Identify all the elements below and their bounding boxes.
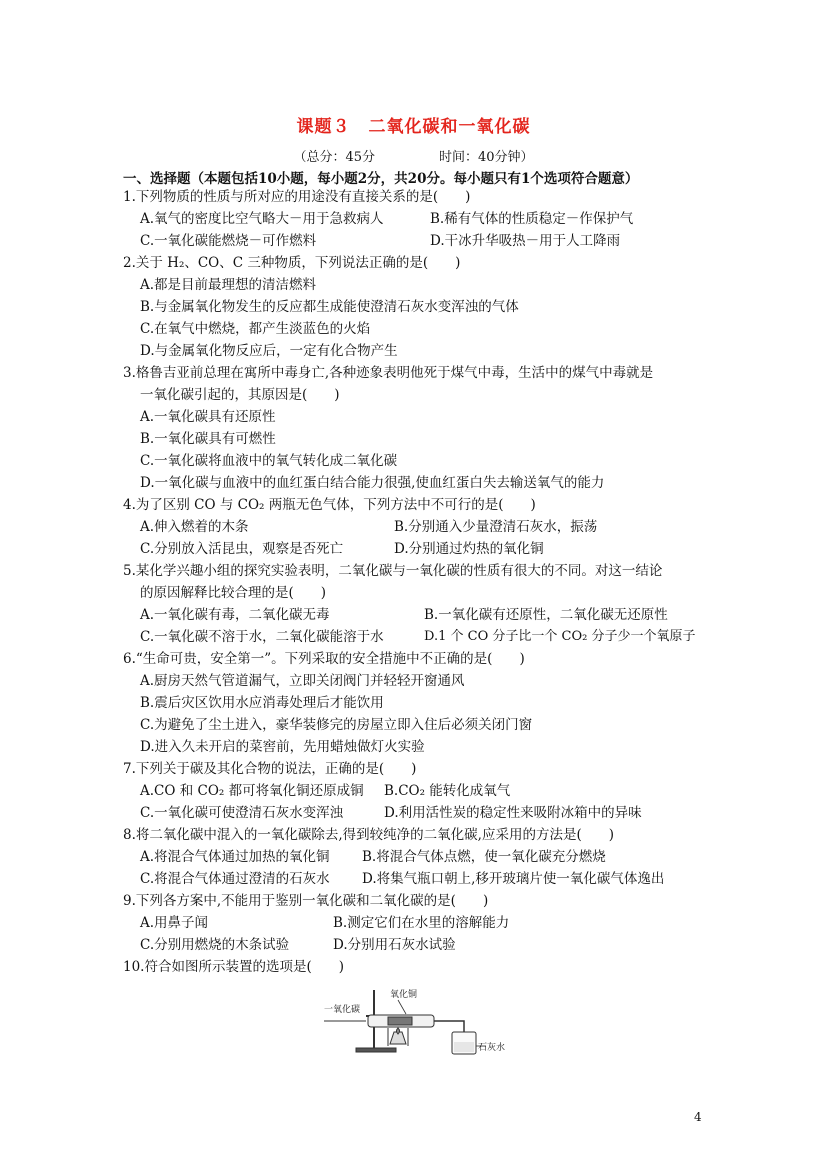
question-1-option-c: C.一氧化碳能燃烧－可作燃料: [140, 233, 317, 249]
question-5-stem-cont: 的原因解释比较合理的是( ): [140, 585, 327, 601]
question-3-option-c: C.一氧化碳将血液中的氧气转化成二氧化碳: [140, 453, 398, 469]
question-6-option-d: D.进入久未开启的菜窖前，先用蜡烛做灯火实验: [140, 739, 425, 755]
question-7-option-b: B.CO₂ 能转化成氧气: [384, 783, 511, 799]
question-4-stem: 4.为了区别 CO 与 CO₂ 两瓶无色气体，下列方法中不可行的是( ): [123, 497, 536, 513]
question-5-option-d: D.1 个 CO 分子比一个 CO₂ 分子少一个氧原子: [424, 629, 696, 644]
question-7-option-a: A.CO 和 CO₂ 都可将氧化铜还原成铜: [140, 783, 364, 799]
question-6-option-c: C.为避免了尘土进入，豪华装修完的房屋立即入住后必须关闭门窗: [140, 717, 533, 733]
question-5-stem: 5.某化学兴趣小组的探究实验表明，二氧化碳与一氧化碳的性质有很大的不同。对这一结论: [123, 563, 663, 579]
question-9-option-d: D.分别用石灰水试验: [333, 937, 456, 953]
question-1-option-b: B.稀有气体的性质稳定－作保护气: [430, 211, 634, 227]
question-5-option-c: C.一氧化碳不溶于水，二氧化碳能溶于水: [140, 629, 384, 645]
question-4-option-c: C.分别放入活昆虫，观察是否死亡: [140, 541, 344, 557]
question-1-option-a: A.氧气的密度比空气略大－用于急救病人: [140, 211, 384, 227]
question-9-option-b: B.测定它们在水里的溶解能力: [333, 915, 510, 931]
time-limit: 时间：40分钟）: [439, 150, 534, 165]
question-5-option-a: A.一氧化碳有毒，二氧化碳无毒: [140, 607, 330, 623]
exam-meta: [0, 146, 827, 165]
question-6-option-b: B.震后灾区饮用水应消毒处理后才能饮用: [140, 695, 384, 711]
question-9-stem: 9.下列各方案中,不能用于鉴别一氧化碳和二氧化碳的是( ): [123, 893, 489, 909]
question-8-option-a: A.将混合气体通过加热的氧化铜: [140, 849, 330, 865]
question-4-option-b: B.分别通入少量澄清石灰水，振荡: [394, 519, 598, 535]
question-6-stem: 6.“生命可贵，安全第一”。下列采取的安全措施中不正确的是( ): [123, 651, 525, 667]
question-1-option-d: D.干冰升华吸热－用于人工降雨: [430, 233, 621, 249]
question-2-option-d: D.与金属氧化物反应后，一定有化合物产生: [140, 343, 398, 359]
question-8-option-c: C.将混合气体通过澄清的石灰水: [140, 871, 330, 887]
question-8-option-b: B.将混合气体点燃，使一氧化碳充分燃烧: [362, 849, 606, 865]
question-8-stem: 8.将二氧化碳中混入的一氧化碳除去,得到较纯净的二氧化碳,应采用的方法是( ): [123, 827, 614, 843]
title-topic: 二氧化碳和一氧化碳: [368, 117, 531, 137]
question-2-option-c: C.在氧气中燃烧，都产生淡蓝色的火焰: [140, 321, 371, 337]
question-3-stem-cont: 一氧化碳引起的，其原因是( ): [140, 387, 340, 403]
question-5-option-b: B.一氧化碳有还原性，二氧化碳无还原性: [424, 607, 668, 623]
total-score: （总分：45分: [293, 150, 375, 165]
question-7-stem: 7.下列关于碳及其化合物的说法，正确的是( ): [123, 761, 417, 777]
question-10-stem: 10.符合如图所示装置的选项是( ): [123, 959, 345, 975]
question-3-option-a: A.一氧化碳具有还原性: [140, 409, 276, 425]
question-4-option-d: D.分别通过灼热的氧化铜: [394, 541, 544, 557]
lamp-flame: [397, 1028, 400, 1034]
page-number: 4: [694, 1110, 702, 1124]
stand-base: [356, 1048, 396, 1052]
label-limewater: 石灰水: [478, 1043, 506, 1053]
title-lesson: 课题３: [296, 117, 351, 137]
label-copper-oxide: 氧化铜: [390, 990, 418, 1000]
question-2-option-a: A.都是目前最理想的清洁燃料: [140, 277, 317, 293]
page-title: [0, 112, 827, 137]
section-heading: 一、选择题（本题包括10小题，每小题2分，共20分。每小题只有1个选项符合题意）: [123, 171, 639, 187]
question-7-option-d: D.利用活性炭的稳定性来吸附冰箱中的异味: [384, 805, 642, 821]
question-7-option-c: C.一氧化碳可使澄清石灰水变浑浊: [140, 805, 344, 821]
question-2-stem: 2.关于 H₂、CO、C 三种物质，下列说法正确的是( ): [123, 255, 461, 271]
question-9-option-a: A.用鼻子闻: [140, 915, 209, 931]
question-3-stem: 3.格鲁吉亚前总理在寓所中毒身亡,各种迹象表明他死于煤气中毒，生活中的煤气中毒就是: [123, 365, 654, 381]
question-4-option-a: A.伸入燃着的木条: [140, 519, 249, 535]
copper-oxide-powder: [388, 1017, 412, 1025]
question-3-option-b: B.一氧化碳具有可燃性: [140, 431, 276, 447]
question-2-option-b: B.与金属氧化物发生的反应都生成能使澄清石灰水变浑浊的气体: [140, 299, 519, 315]
question-3-option-d: D.一氧化碳与血液中的血红蛋白结合能力很强,使血红蛋白失去输送氧气的能力: [140, 475, 605, 491]
question-8-option-d: D.将集气瓶口朝上,移开玻璃片使一氧化碳气体逸出: [362, 871, 665, 887]
question-1-stem: 1.下列物质的性质与所对应的用途没有直接关系的是( ): [123, 189, 471, 205]
question-9-option-c: C.分别用燃烧的木条试验: [140, 937, 290, 953]
label-carbon-monoxide: 一氧化碳: [324, 1005, 361, 1015]
apparatus-figure: [322, 984, 522, 1058]
question-6-option-a: A.厨房天然气管道漏气，立即关闭阀门并轻轻开窗通风: [140, 673, 465, 689]
